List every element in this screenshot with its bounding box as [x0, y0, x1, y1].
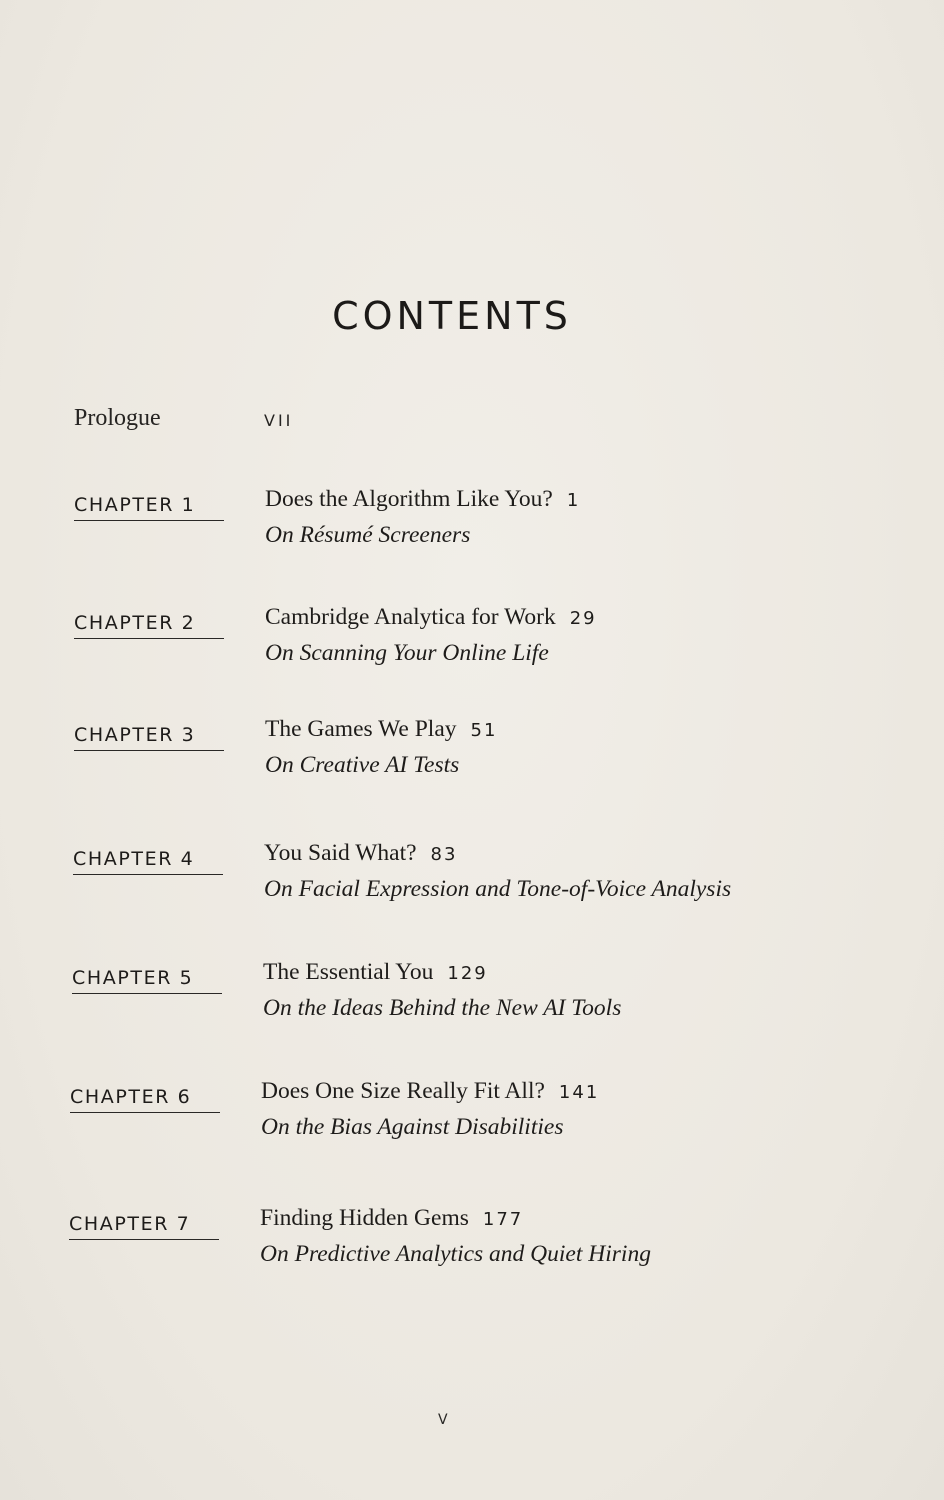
chapter-label: CHAPTER 1 — [74, 494, 224, 521]
chapter-subtitle: On the Bias Against Disabilities — [261, 1114, 564, 1140]
chapter-page-number: 51 — [470, 720, 498, 741]
chapter-label: CHAPTER 4 — [73, 848, 223, 875]
chapter-title: Cambridge Analytica for Work — [265, 604, 556, 630]
chapter-title-line — [264, 840, 457, 867]
chapter-title-line — [260, 1205, 523, 1232]
chapter-title-line — [265, 716, 497, 743]
chapter-title: Does One Size Really Fit All? — [261, 1078, 545, 1104]
toc-entry-chapter-1 — [74, 486, 874, 576]
chapter-title: You Said What? — [264, 840, 417, 866]
chapter-subtitle: On Facial Expression and Tone-of-Voice Analysis — [264, 876, 732, 902]
chapter-title-line — [261, 1078, 599, 1105]
toc-entry-chapter-7 — [69, 1205, 869, 1295]
chapter-subtitle: On Résumé Screeners — [265, 522, 471, 548]
chapter-label: CHAPTER 2 — [74, 612, 224, 639]
chapter-page-number: 177 — [482, 1209, 524, 1230]
toc-entry-chapter-3 — [74, 716, 874, 806]
chapter-title-line — [263, 959, 488, 986]
chapter-title-line — [265, 604, 597, 631]
folio-page-number: V — [438, 1412, 448, 1428]
prologue-label: Prologue — [74, 405, 161, 431]
chapter-label: CHAPTER 3 — [74, 724, 224, 751]
chapter-title: The Essential You — [263, 959, 434, 985]
chapter-title-line — [265, 486, 580, 513]
chapter-page-number: 129 — [447, 963, 488, 984]
chapter-label: CHAPTER 5 — [72, 967, 222, 994]
chapter-label: CHAPTER 6 — [70, 1086, 220, 1113]
chapter-title: Does the Algorithm Like You? — [265, 486, 553, 512]
chapter-subtitle: On Predictive Analytics and Quiet Hiring — [260, 1241, 651, 1267]
page-title: CONTENTS — [332, 294, 572, 338]
chapter-page-number: 141 — [558, 1082, 600, 1103]
chapter-page-number: 1 — [566, 490, 581, 511]
prologue-page-number: VII — [264, 411, 294, 430]
chapter-page-number: 29 — [569, 608, 597, 629]
toc-entry-chapter-6 — [70, 1078, 870, 1168]
toc-entry-chapter-5 — [72, 959, 872, 1049]
chapter-subtitle: On Scanning Your Online Life — [265, 640, 549, 666]
chapter-subtitle: On Creative AI Tests — [265, 752, 460, 778]
chapter-label: CHAPTER 7 — [69, 1213, 219, 1240]
chapter-subtitle: On the Ideas Behind the New AI Tools — [263, 995, 622, 1021]
chapter-page-number: 83 — [430, 844, 458, 865]
toc-entry-chapter-2 — [74, 604, 874, 694]
chapter-title: The Games We Play — [265, 716, 457, 742]
toc-entry-chapter-4 — [73, 840, 873, 930]
chapter-title: Finding Hidden Gems — [260, 1205, 469, 1231]
